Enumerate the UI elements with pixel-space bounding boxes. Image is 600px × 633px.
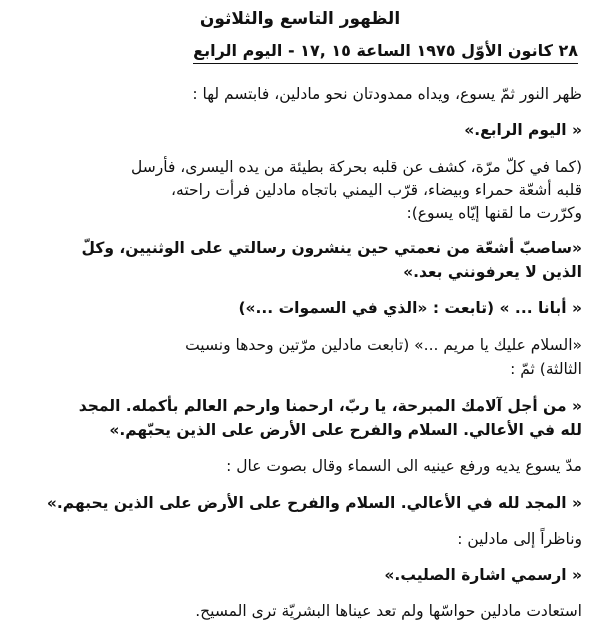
paragraph-line: (كما في كلّ مرّة، كشف عن قلبه بحركة بطيئة من يده اليسرى، فأرسل xyxy=(131,158,582,176)
quote-line: لله في الأعالي. السلام والفرح على الأرض على الذين يحبّهم.» xyxy=(109,421,582,439)
quote-line: «السلام عليك يا مريم ...» (تابعت مادلين مرّتين وحدها ونسيت xyxy=(185,336,582,354)
paragraph-line: وناظراً إلى مادلين : xyxy=(457,530,582,548)
quote-line: « المجد لله في الأعالي. السلام والفرح على الأرض على الذين يحبهم.» xyxy=(46,494,582,512)
paragraph-line: قلبه أشعّة حمراء وبيضاء، قرّب اليمني باتجاه مادلين فرأت راحته، xyxy=(171,181,582,199)
quote-line: « أبانا ... » (تابعت : «الذي في السموات ...») xyxy=(238,299,582,317)
paragraph-line: وكرّرت ما لقنها إيّاه يسوع): xyxy=(406,204,582,222)
chapter-title: الظهور التاسع والثلاثون xyxy=(199,9,401,29)
quote-line: «ساصبّ أشعّة من نعمتي حين ينشرون رسالتي على الوثنيين، وكلّ xyxy=(81,239,582,257)
date-heading: ٢٨ كانون الأوّل ١٩٧٥ الساعة ١٥ ,١٧ - اليوم الرابع xyxy=(193,40,578,64)
paragraph-line: استعادت مادلين حواسّها ولم تعد عيناها البشريّة ترى المسيح. xyxy=(195,602,582,620)
paragraph-line: الثالثة) ثمّ : xyxy=(510,360,582,378)
quote-line: « من أجل آلامك المبرحة، يا ربّ، ارحمنا وارحم العالم بأكمله. المجد xyxy=(78,397,582,415)
quote-line: « اليوم الرابع.» xyxy=(464,121,582,139)
quote-line: « ارسمي اشارة الصليب.» xyxy=(384,566,582,584)
paragraph-line: ظهر النور ثمّ يسوع، ويداه ممدودتان نحو مادلين، فابتسم لها : xyxy=(192,85,582,103)
quote-line: الذين لا يعرفونني بعد.» xyxy=(403,263,582,281)
paragraph-line: مدّ يسوع يديه ورفع عينيه الى السماء وقال بصوت عال : xyxy=(226,457,582,475)
